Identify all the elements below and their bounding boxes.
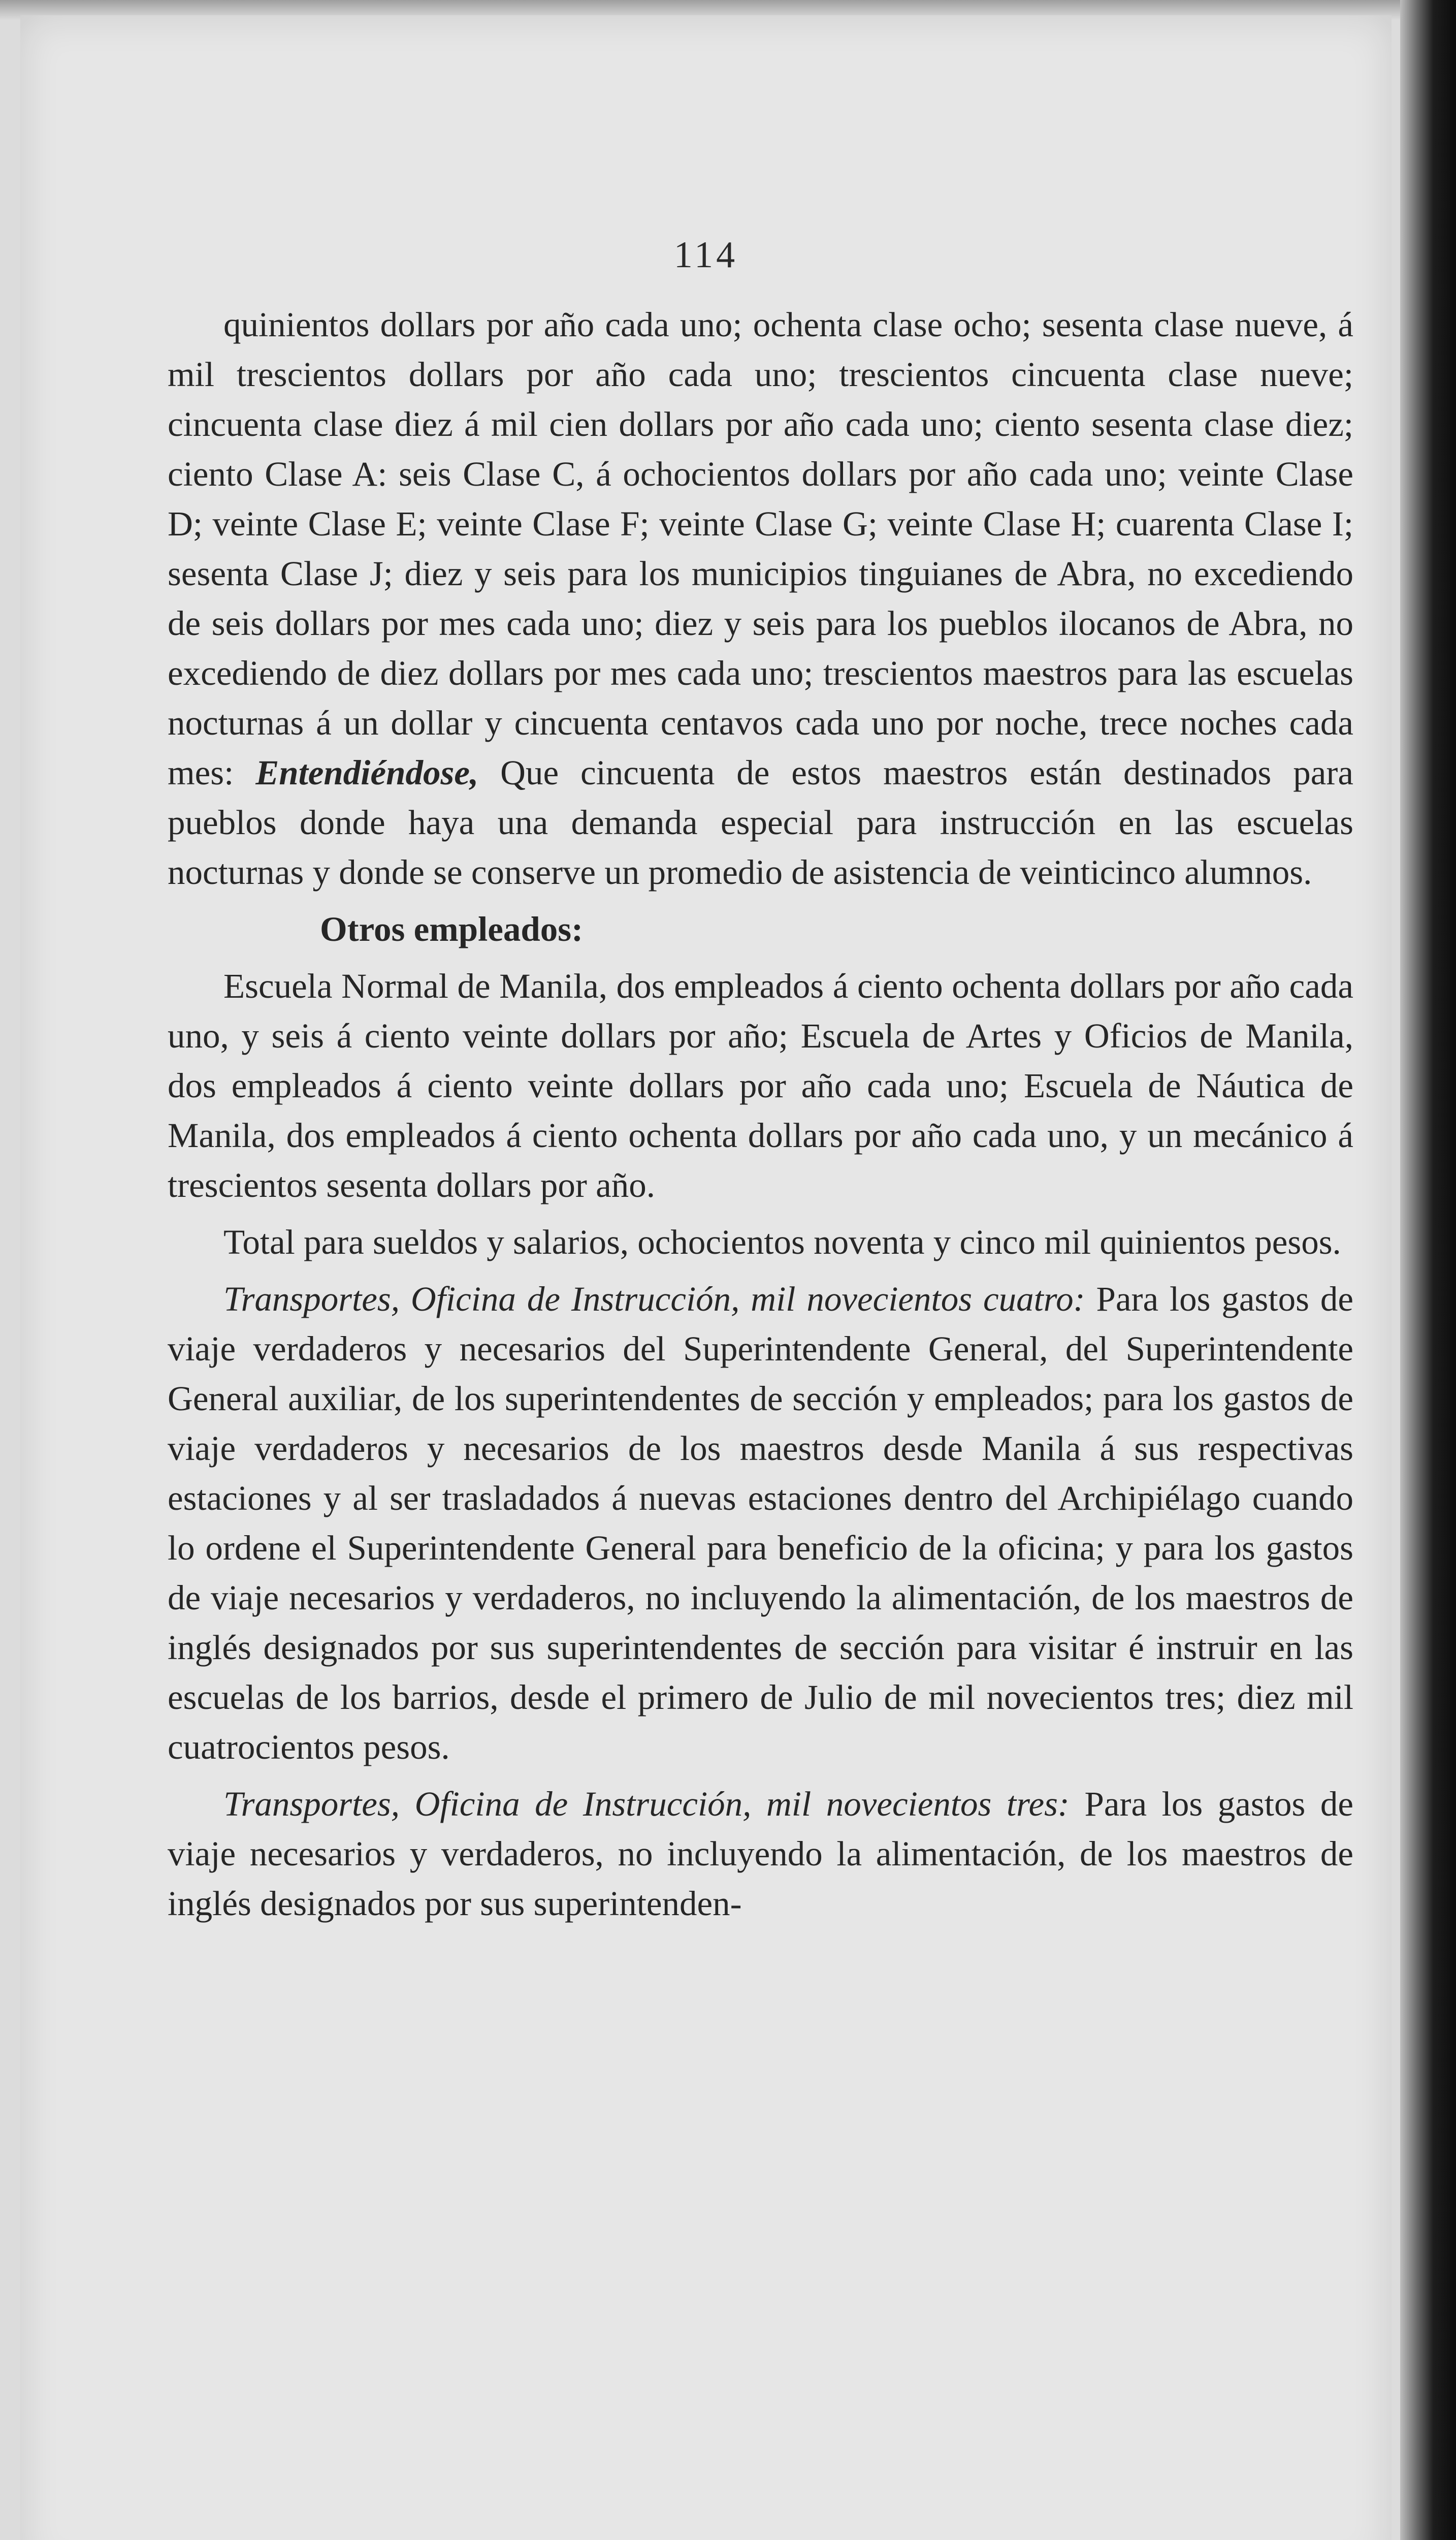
text-run: quinientos dollars por año cada uno; ochenta clase ocho; sesenta clase nueve, á mil trescientos dollars por año cada uno; trescientos cincuenta clase nueve; cincuenta clase diez á mil cien dollars por año cada uno; ciento sesenta clase diez; ciento Clase A: seis Clase C, á ochocientos dollars por año cada uno; veinte Clase D; veinte Clase E; veinte Clase F; veinte Clase G; veinte Clase H; cuarenta Clase I; sesenta Clase J; diez y seis para los municipios tinguianes de Abra, no excediendo de seis dollars por mes cada uno; diez y seis para los pueblos ilocanos de Abra, no excediendo de diez dollars por mes cada uno; trescientos maestros para las escuelas nocturnas á un dollar y cincuenta centavos cada uno por noche, trece noches cada mes: — [168, 305, 1353, 792]
paragraph-other-employees-heading — [168, 904, 1353, 954]
text-run: Que cincuenta de estos maestros están destinados para pueblos donde haya una demanda especial para instrucción en las escuelas nocturnas y donde se conserve un promedio de asistencia de veinticinco alumnos. — [168, 753, 1353, 892]
paragraph-salaries-classes — [168, 300, 1353, 897]
scan-edge-right — [1400, 0, 1456, 2540]
text-run: Para los gastos de viaje verdaderos y necesarios del Superintendente General, del Superintendente General auxiliar, de los superintendentes de sección y empleados; para los gastos de viaje verdaderos y necesarios de los maestros desde Manila á sus respectivas estaciones y al ser trasladados á nuevas estaciones dentro del Archipiélago cuando lo ordene el Superintendente General para beneficio de la oficina; y para los gastos de viaje necesarios y verdaderos, no incluyendo la alimentación, de los maestros de inglés designados por sus superintendentes de sección para visitar é instruir en las escuelas de los barrios, desde el primero de Julio de mil novecientos tres; diez mil cuatrocientos pesos. — [168, 1280, 1353, 1766]
text-run: Total para sueldos y salarios, ochocientos noventa y cinco mil quinientos pesos. — [223, 1223, 1341, 1261]
paragraph-transport-1904 — [168, 1274, 1353, 1772]
text-run-heading: Transportes, Oficina de Instrucción, mil novecientos cuatro: — [223, 1280, 1085, 1318]
page-number: 114 — [673, 234, 738, 276]
book-page — [20, 15, 1392, 2540]
text-run: Escuela Normal de Manila, dos empleados á ciento ochenta dollars por año cada uno, y seis á ciento veinte dollars por año; Escuela de Artes y Oficios de Manila, dos empleados á ciento veinte dollars por año cada uno; Escuela de Náutica de Manila, dos empleados á ciento ochenta dollars por año cada uno, y un mecánico á trescientos sesenta dollars por año. — [168, 967, 1353, 1204]
text-run-emphasis: Entendiéndose, — [255, 753, 479, 792]
text-run: Para los gastos de viaje necesarios y verdaderos, no incluyendo la alimentación, de los maestros de inglés designados por sus superintenden- — [168, 1785, 1353, 1923]
body-text — [168, 300, 1353, 1928]
paragraph-transport-1903 — [168, 1779, 1353, 1928]
text-run-heading: Transportes, Oficina de Instrucción, mil novecientos tres: — [223, 1785, 1070, 1823]
paragraph-schools-employees — [168, 961, 1353, 1210]
paragraph-total-salaries — [168, 1217, 1353, 1267]
text-run: Otros empleados: — [320, 910, 584, 948]
